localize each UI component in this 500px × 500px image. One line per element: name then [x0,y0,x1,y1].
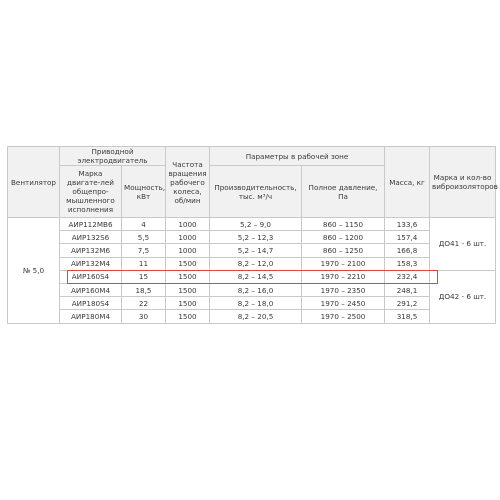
cell-speed: 1500 [166,297,210,310]
cell-capacity: 8,2 – 20,5 [210,310,302,323]
cell-capacity: 5,2 – 12,3 [210,231,302,244]
table-row [8,231,496,244]
cell-mass: 232,4 [385,270,430,283]
cell-pressure: 860 – 1150 [302,218,385,231]
cell-power: 22 [122,297,166,310]
table-row [8,244,496,257]
cell-power: 11 [122,257,166,270]
cell-capacity: 5,2 – 14,7 [210,244,302,257]
table-row [8,310,496,323]
cell-mass: 157,4 [385,231,430,244]
cell-pressure: 1970 – 2500 [302,310,385,323]
cell-motor: АИР132S6 [60,231,122,244]
cell-power: 15 [122,270,166,283]
cell-speed: 1000 [166,244,210,257]
header-speed: Частота вращения рабочего колеса, об/мин [166,147,210,218]
header-params-group: Параметры в рабочей зоне [210,147,385,166]
cell-motor: АИР160М4 [60,283,122,296]
table-row-highlighted [8,270,496,283]
cell-power: 18,5 [122,283,166,296]
cell-speed: 1500 [166,310,210,323]
header-pressure: Полное давление, Па [302,166,385,218]
header-drive-group: Приводной электродвигатель [60,147,166,166]
cell-mass: 133,6 [385,218,430,231]
cell-mass: 291,2 [385,297,430,310]
cell-motor: АИР160S4 [60,270,122,283]
header-motor-brand: Марка двигате-лей общепро-мышленного исполнения [60,166,122,218]
header-fan: Вентилятор [8,147,60,218]
table-row [8,257,496,270]
cell-pressure: 1970 – 2350 [302,283,385,296]
cell-speed: 1000 [166,231,210,244]
cell-pressure: 1970 – 2100 [302,257,385,270]
cell-capacity: 8,2 – 12,0 [210,257,302,270]
header-mass: Масса, кг [385,147,430,218]
cell-pressure: 1970 – 2210 [302,270,385,283]
cell-capacity: 8,2 – 18,0 [210,297,302,310]
spec-table-container [7,146,498,324]
cell-mass: 318,5 [385,310,430,323]
cell-pressure: 1970 – 2450 [302,297,385,310]
cell-speed: 1500 [166,257,210,270]
cell-speed: 1500 [166,270,210,283]
cell-speed: 1000 [166,218,210,231]
cell-motor: АИР112МВ6 [60,218,122,231]
fan-spec-table [7,146,496,324]
cell-capacity: 5,2 – 9,0 [210,218,302,231]
header-capacity: Производительность, тыс. м³/ч [210,166,302,218]
cell-mass: 158,3 [385,257,430,270]
fan-number: № 5,0 [8,218,60,324]
table-row [8,283,496,296]
cell-speed: 1500 [166,283,210,296]
cell-power: 30 [122,310,166,323]
cell-motor: АИР180S4 [60,297,122,310]
table-row [8,218,496,231]
cell-pressure: 860 – 1250 [302,244,385,257]
header-power: Мощность, кВт [122,166,166,218]
cell-pressure: 860 – 1200 [302,231,385,244]
header-vibro: Марка и кол-во виброизоляторов [430,147,496,218]
cell-power: 7,5 [122,244,166,257]
cell-motor: АИР180М4 [60,310,122,323]
cell-mass: 248,1 [385,283,430,296]
cell-capacity: 8,2 – 14,5 [210,270,302,283]
vibro-group-1: ДО41 - 6 шт. [430,218,496,271]
cell-capacity: 8,2 – 16,0 [210,283,302,296]
cell-motor: АИР132М6 [60,244,122,257]
cell-power: 5,5 [122,231,166,244]
cell-mass: 166,8 [385,244,430,257]
vibro-group-2: ДО42 - 6 шт. [430,270,496,323]
cell-motor: АИР132М4 [60,257,122,270]
cell-power: 4 [122,218,166,231]
table-row [8,297,496,310]
